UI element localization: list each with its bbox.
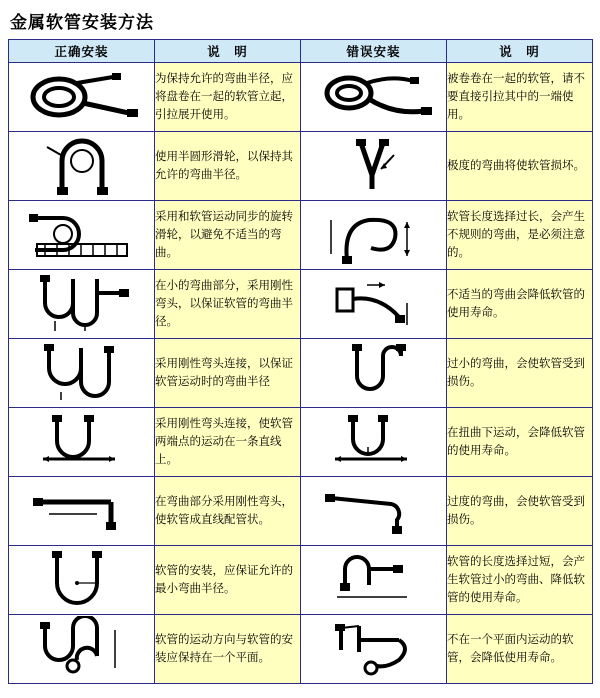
correct-illustration-cell [9, 546, 155, 615]
table-row [9, 339, 593, 408]
table-row [9, 201, 593, 270]
rigid-elbow-small-bend-icon [9, 273, 154, 335]
correct-illustration-cell [9, 63, 155, 132]
page-title: 金属软管安装方法 [10, 13, 154, 33]
wrong-illustration-cell [301, 408, 447, 477]
correct-illustration-cell [9, 270, 155, 339]
correct-description: 采用和软管运动同步的旋转滑轮，以避免不适当的弯曲。 [155, 201, 301, 270]
too-small-bend-icon [301, 342, 446, 404]
semicircle-pulley-icon [9, 135, 154, 197]
twisted-bend-icon [301, 411, 446, 473]
wrong-illustration-cell [301, 270, 447, 339]
coiled-hose-flat-icon [9, 67, 154, 127]
correct-description: 使用半圆形滑轮，以保持其允许的弯曲半径。 [155, 132, 301, 201]
correct-illustration-cell [9, 201, 155, 270]
long-hose-loop-icon [301, 204, 446, 266]
header-wrong-desc: 说 明 [447, 40, 593, 63]
header-wrong-install: 错误安装 [301, 40, 447, 63]
wrong-description: 过度的弯曲，会使软管受到损伤。 [447, 477, 593, 546]
header-correct-install: 正确安装 [9, 40, 155, 63]
wrong-description: 在扭曲下运动，会降低软管的使用寿命。 [447, 408, 593, 477]
wrong-description: 不在一个平面内运动的软管，会降低使用寿命。 [447, 615, 593, 684]
table-row [9, 63, 593, 132]
table-row [9, 546, 593, 615]
coiled-hose-pulled-icon [301, 67, 446, 127]
correct-description: 软管的安装，应保证允许的最小弯曲半径。 [155, 546, 301, 615]
installation-methods-table [8, 39, 593, 684]
table-row [9, 408, 593, 477]
correct-illustration-cell [9, 477, 155, 546]
wrong-description: 不适当的弯曲会降低软管的使用寿命。 [447, 270, 593, 339]
header-correct-desc: 说 明 [155, 40, 301, 63]
min-bend-radius-u-icon [9, 549, 154, 611]
wrong-illustration-cell [301, 477, 447, 546]
table-row [9, 615, 593, 684]
straight-pipe-elbow-icon [9, 480, 154, 542]
wrong-description: 极度的弯曲将使软管损坏。 [447, 132, 593, 201]
wrong-illustration-cell [301, 615, 447, 684]
rigid-elbow-straight-line-icon [9, 411, 154, 473]
wrong-description: 被卷卷在一起的软管，请不要直接引拉其中的一端使用。 [447, 63, 593, 132]
sharp-bend-hose-icon [301, 135, 446, 197]
table-row [9, 477, 593, 546]
same-plane-motion-icon [9, 616, 154, 682]
wrong-illustration-cell [301, 546, 447, 615]
improper-bend-icon [301, 273, 446, 335]
correct-description: 在弯曲部分采用刚性弯头，使软管成直线配管状。 [155, 477, 301, 546]
table-row [9, 132, 593, 201]
correct-description: 采用刚性弯头连接，使软管两端点的运动在一条直线上。 [155, 408, 301, 477]
correct-illustration-cell [9, 615, 155, 684]
wrong-illustration-cell [301, 201, 447, 270]
wrong-illustration-cell [301, 132, 447, 201]
wrong-description: 软管长度选择过长，会产生不规则的弯曲，是必须注意的。 [447, 201, 593, 270]
correct-illustration-cell [9, 408, 155, 477]
wrong-description: 软管的长度选择过短，会产生软管过小的弯曲、降低软管的使用寿命。 [447, 546, 593, 615]
correct-illustration-cell [9, 339, 155, 408]
correct-illustration-cell [9, 132, 155, 201]
rotating-pulley-chain-icon [9, 204, 154, 266]
wrong-description: 过小的弯曲，会使软管受到损伤。 [447, 339, 593, 408]
wrong-illustration-cell [301, 339, 447, 408]
table-header-row [9, 40, 593, 63]
correct-description: 为保持允许的弯曲半径，应将盘卷在一起的软管立起，引拉展开使用。 [155, 63, 301, 132]
correct-description: 在小的弯曲部分，采用刚性弯头，以保证软管的弯曲半径。 [155, 270, 301, 339]
table-row [9, 270, 593, 339]
different-plane-motion-icon [301, 616, 446, 682]
too-long-hose-icon [301, 549, 446, 611]
wrong-illustration-cell [301, 63, 447, 132]
correct-description: 软管的运动方向与软管的安装应保持在一个平面。 [155, 615, 301, 684]
correct-description: 采用刚性弯头连接，以保证软管运动时的弯曲半径 [155, 339, 301, 408]
excessive-bend-icon [301, 480, 446, 542]
rigid-elbow-u-bend-icon [9, 342, 154, 404]
